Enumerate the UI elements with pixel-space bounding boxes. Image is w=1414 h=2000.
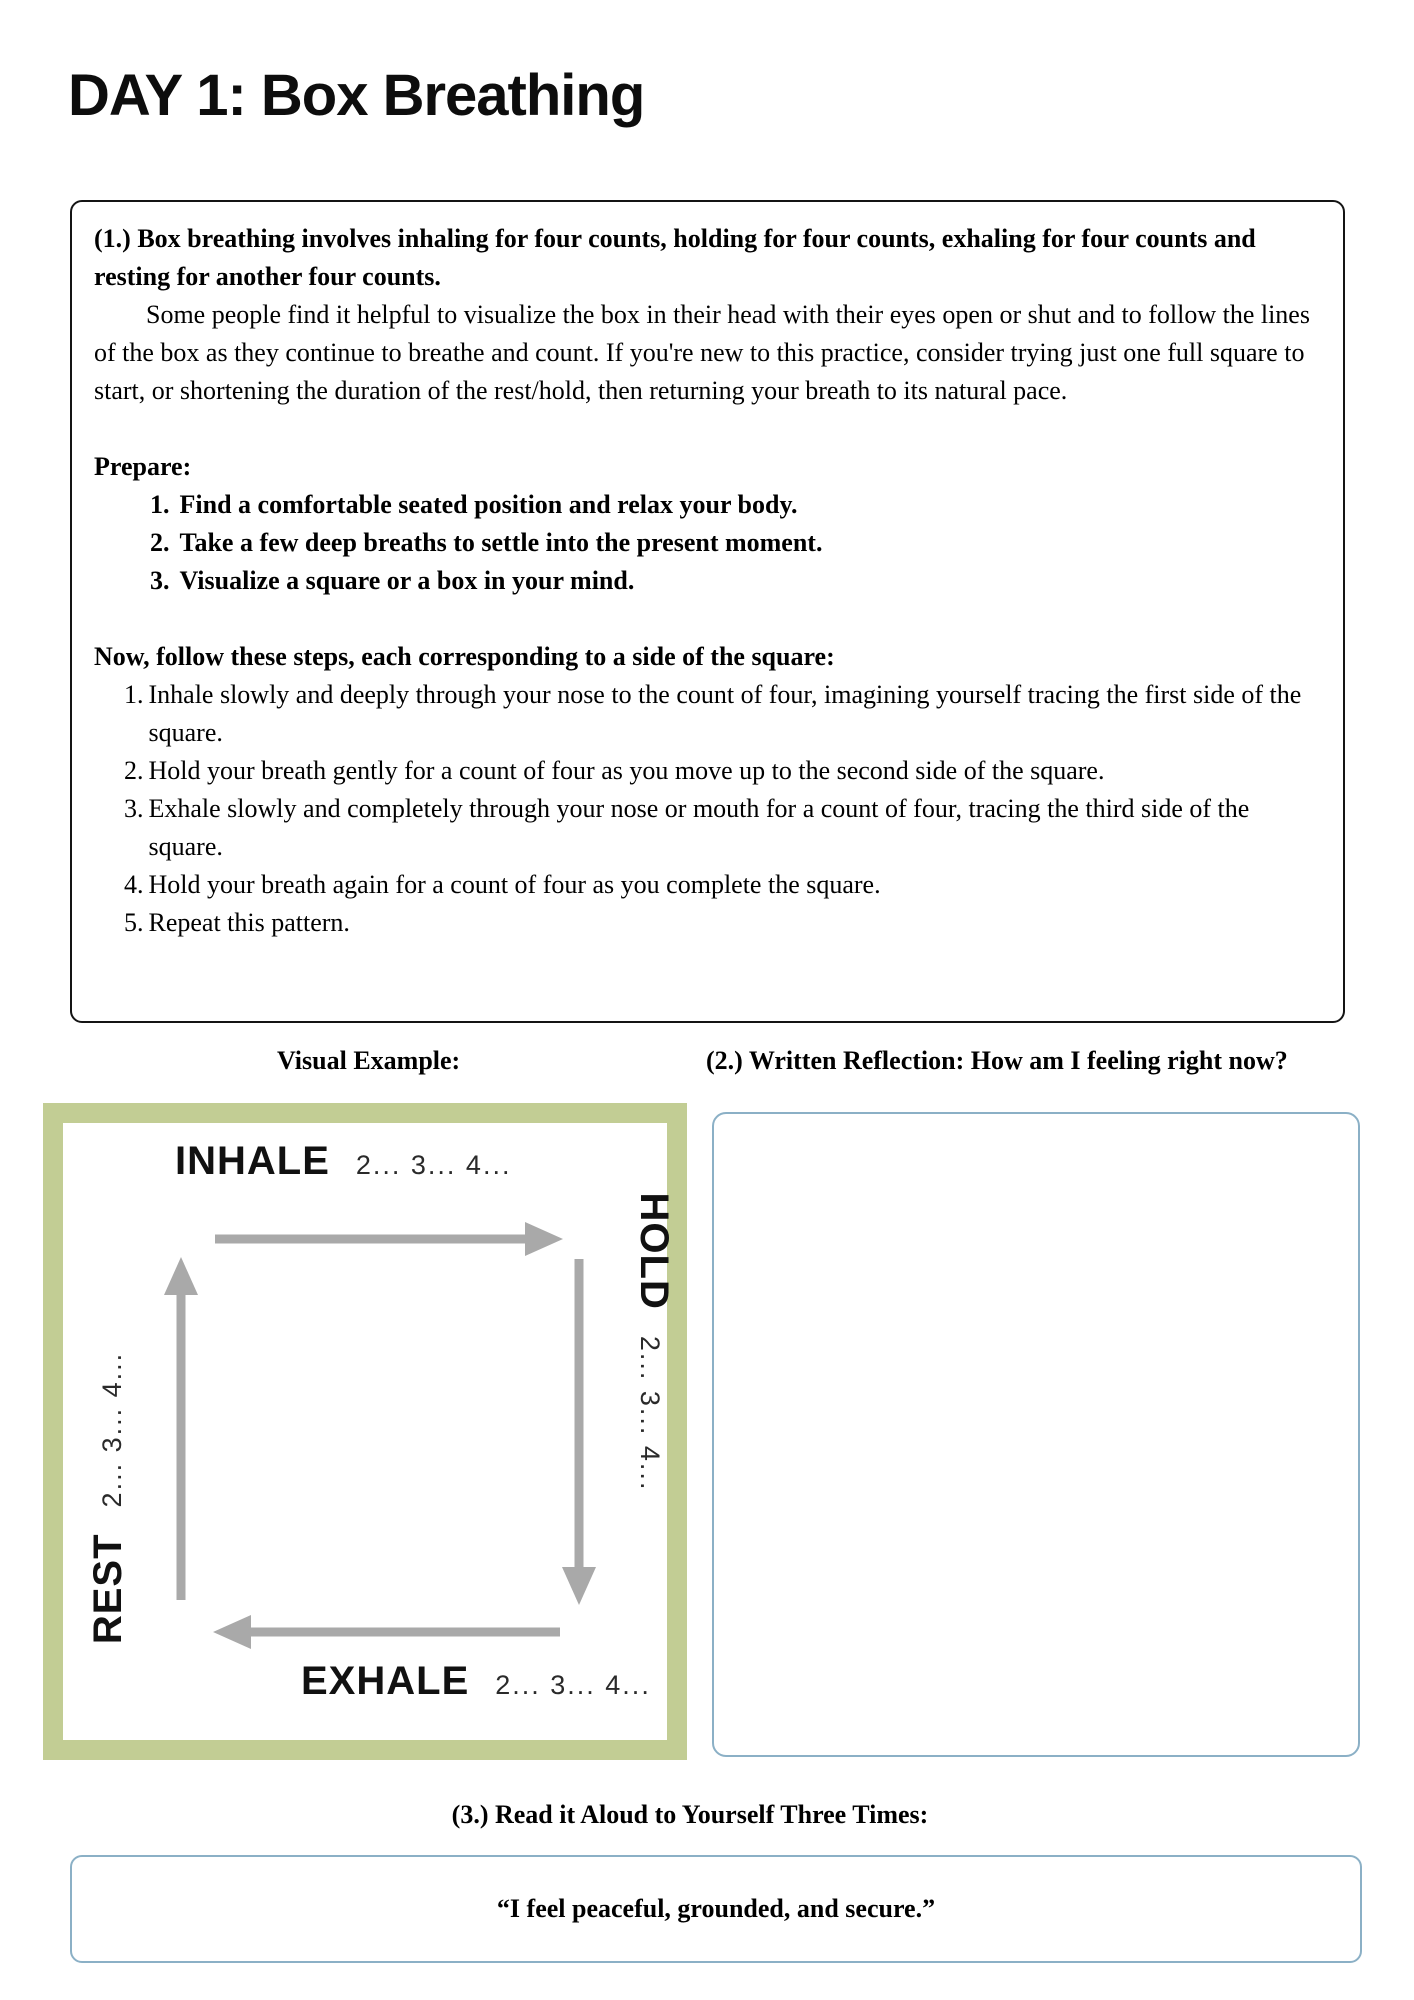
follow-step-number: 2. <box>124 756 144 785</box>
follow-step-number: 3. <box>124 794 144 823</box>
follow-step <box>124 752 1321 790</box>
prepare-step-number: 3. <box>150 566 170 595</box>
box-breathing-diagram-frame <box>43 1103 687 1760</box>
exhale-label: EXHALE <box>301 1659 470 1703</box>
inhale-label: INHALE <box>175 1139 330 1183</box>
reflection-input[interactable] <box>712 1112 1360 1757</box>
inhale-arrow-icon <box>215 1222 563 1256</box>
box-breathing-diagram <box>63 1123 676 1740</box>
rest-arrow-icon <box>164 1257 198 1600</box>
prepare-step <box>150 524 1321 562</box>
follow-step <box>124 790 1321 866</box>
follow-step-number: 5. <box>124 908 144 937</box>
prepare-step <box>150 562 1321 600</box>
follow-step-text: Repeat this pattern. <box>148 908 350 937</box>
inhale-counts: 2... 3... 4... <box>355 1150 512 1180</box>
rest-counts: 2... 3... 4... <box>97 1351 127 1508</box>
intro-body-text: Some people find it helpful to visualize the box in their head with their eyes open or shut and to follow the lines of the box as they continue to breathe and count. If you're new to this practice, consider trying just one full square to start, or shortening the duration of the rest/hold, then returning your breath to its natural pace. <box>94 300 1310 405</box>
prepare-list <box>150 486 1321 600</box>
page-title: DAY 1: Box Breathing <box>68 63 645 128</box>
intro-bold-text: (1.) Box breathing involves inhaling for four counts, holding for four counts, exhaling for four counts and resting for another four counts. <box>94 224 1256 291</box>
follow-step-number: 4. <box>124 870 144 899</box>
follow-step <box>124 904 1321 942</box>
rest-label: REST <box>86 1533 130 1645</box>
prepare-step-text: Visualize a square or a box in your mind. <box>179 566 635 595</box>
prepare-step-text: Find a comfortable seated position and relax your body. <box>179 490 798 519</box>
reflection-heading: (2.) Written Reflection: How am I feeling right now? <box>706 1046 1288 1075</box>
hold-arrow-icon <box>562 1259 596 1605</box>
follow-step <box>124 676 1321 752</box>
inhale-label-group <box>175 1139 511 1184</box>
follow-step-text: Exhale slowly and completely through your nose or mouth for a count of four, tracing the third side of the square. <box>148 794 1250 861</box>
exhale-arrow-icon <box>213 1615 560 1649</box>
follow-step <box>124 866 1321 904</box>
prepare-step <box>150 486 1321 524</box>
hold-counts: 2... 3... 4... <box>635 1335 665 1492</box>
exhale-label-group <box>301 1659 651 1704</box>
follow-step-text: Hold your breath gently for a count of four as you move up to the second side of the square. <box>148 756 1105 785</box>
rest-label-group <box>86 1288 132 1708</box>
prepare-step-number: 1. <box>150 490 170 519</box>
follow-list <box>124 676 1321 942</box>
exhale-counts: 2... 3... 4... <box>495 1670 651 1700</box>
instructions-panel <box>70 200 1345 1023</box>
follow-step-text: Hold your breath again for a count of four as you complete the square. <box>148 870 881 899</box>
hold-label: HOLD <box>632 1192 676 1310</box>
visual-example-heading: Visual Example: <box>277 1046 461 1075</box>
prepare-step-text: Take a few deep breaths to settle into the present moment. <box>179 528 823 557</box>
prepare-heading: Prepare: <box>94 452 192 481</box>
follow-step-text: Inhale slowly and deeply through your nose to the count of four, imagining yourself tracing the first side of the square. <box>148 680 1302 747</box>
hold-label-group <box>630 1132 676 1552</box>
prepare-step-number: 2. <box>150 528 170 557</box>
follow-step-number: 1. <box>124 680 144 709</box>
follow-heading: Now, follow these steps, each corresponding to a side of the square: <box>94 642 835 671</box>
breathing-cycle-arrows <box>63 1123 667 1740</box>
affirmation-box <box>70 1855 1362 1963</box>
affirmation-heading: (3.) Read it Aloud to Yourself Three Times: <box>451 1800 929 1829</box>
affirmation-quote: “I feel peaceful, grounded, and secure.” <box>496 1894 936 1923</box>
